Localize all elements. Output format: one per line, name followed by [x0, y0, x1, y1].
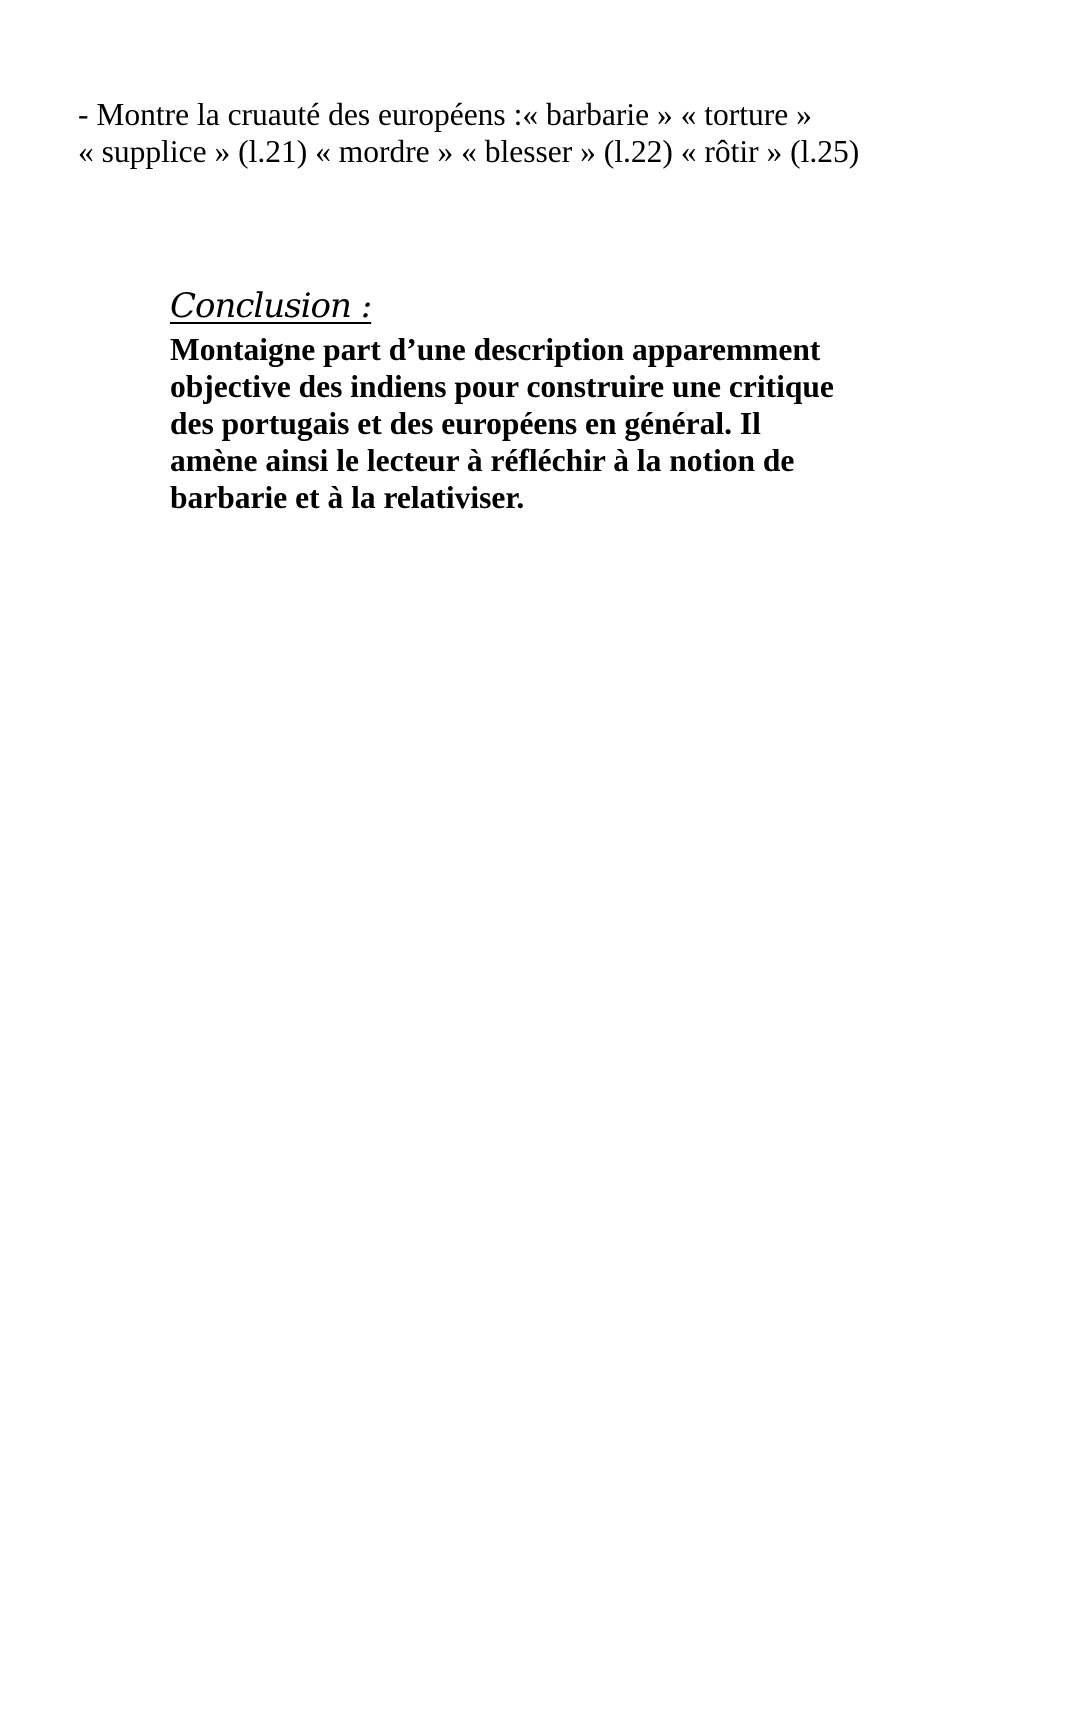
- conclusion-heading: Conclusion :: [170, 286, 372, 326]
- cruelty-bullet-point: [78, 96, 1058, 170]
- conclusion-line-1: Montaigne part d’une description apparemment: [170, 332, 821, 367]
- bullet-line-2: « supplice » (l.21) « mordre » « blesser » (l.22) « rôtir » (l.25): [78, 134, 860, 169]
- conclusion-line-4: amène ainsi le lecteur à réfléchir à la notion de: [170, 443, 795, 478]
- conclusion-paragraph: [170, 331, 1050, 516]
- conclusion-line-5: barbarie et à la relativiser.: [170, 480, 525, 515]
- conclusion-line-2: objective des indiens pour construire une critique: [170, 369, 834, 404]
- conclusion-section: [170, 283, 1050, 516]
- conclusion-line-3: des portugais et des européens en général. Il: [170, 406, 761, 441]
- bullet-line-1: - Montre la cruauté des européens :« barbarie » « torture »: [78, 97, 812, 132]
